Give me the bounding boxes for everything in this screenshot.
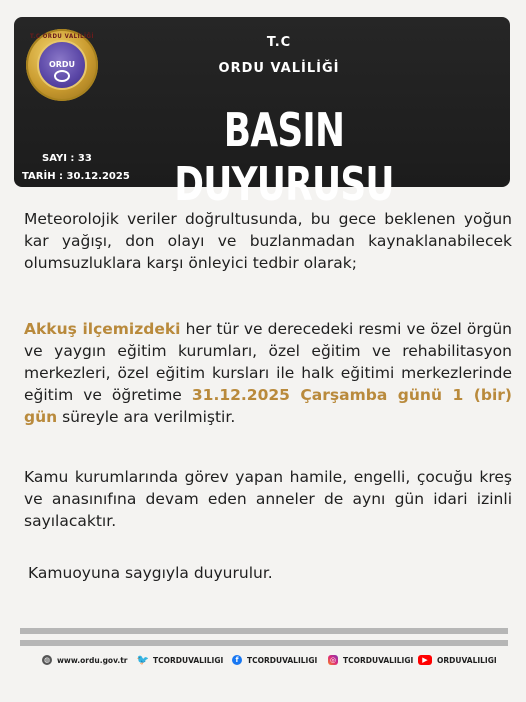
instagram-icon: ◎: [329, 656, 337, 664]
footer-twitter[interactable]: [138, 655, 223, 665]
issue-date: TARİH : 30.12.2025: [22, 171, 130, 182]
page-title: BASIN DUYURUSU: [174, 103, 394, 211]
paragraph-leave: Kamu kurumlarında görev yapan hamile, engelli, çocuğu kreş ve anasınıfına devam eden anneler de aynı gün idari izinli sayılacaktır.: [24, 468, 512, 530]
governorship-label: ORDU VALİLİĞİ: [218, 61, 340, 76]
divider-bottom: [20, 640, 508, 646]
paragraph-closing: Kamuoyuna saygıyla duyurulur.: [28, 564, 273, 582]
seal-word: ORDU: [48, 60, 76, 69]
footer-links: [42, 655, 512, 669]
facebook-label: TCORDUVALILIGI: [247, 655, 318, 665]
seal-mark: [54, 70, 70, 82]
decision-text-b: süreyle ara verilmiştir.: [57, 408, 236, 426]
header-banner: [14, 17, 510, 211]
instagram-label: TCORDUVALILIGI: [343, 655, 414, 665]
youtube-icon: ▶: [418, 655, 432, 665]
governorship-seal-logo: [26, 29, 98, 101]
highlight-date: 31.12.2025 Çarşamba günü 1 (bir) gün: [24, 386, 512, 426]
facebook-icon: f: [232, 655, 242, 665]
tc-label: T.C: [266, 35, 292, 50]
issue-number: SAYI : 33: [42, 153, 92, 164]
footer-youtube[interactable]: [418, 655, 497, 665]
paragraph-intro: Meteorolojik veriler doğrultusunda, bu gece beklenen yoğun kar yağışı, don olayı ve buzlanmadan kaynaklanabilecek olumsuzluklara karşı önleyici tedbir olarak;: [24, 210, 512, 272]
seal-text: T.C ORDU VALİLİĞİ: [30, 33, 94, 40]
twitter-label: TCORDUVALILIGI: [153, 655, 224, 665]
footer-instagram[interactable]: [328, 655, 413, 665]
globe-icon: ◍: [43, 656, 51, 664]
divider-top: [20, 628, 508, 634]
youtube-label: ORDUVALILIGI: [437, 655, 497, 665]
decision-text-a: her tür ve derecedeki resmi ve özel örgün ve yaygın eğitim kurumları, özel eğitim ve rehabilitasyon merkezleri, özel eğitim kursları ile halk eğitimi merkezlerinde eğitim ve öğretime: [24, 320, 512, 404]
highlight-district: Akkuş ilçemizdeki: [24, 320, 181, 338]
footer-website[interactable]: [42, 655, 128, 665]
paragraph-decision: [24, 318, 512, 428]
twitter-icon: 🐦: [136, 654, 150, 666]
seal-inner: [37, 40, 87, 90]
website-label: www.ordu.gov.tr: [57, 655, 128, 665]
footer-facebook[interactable]: [232, 655, 317, 665]
